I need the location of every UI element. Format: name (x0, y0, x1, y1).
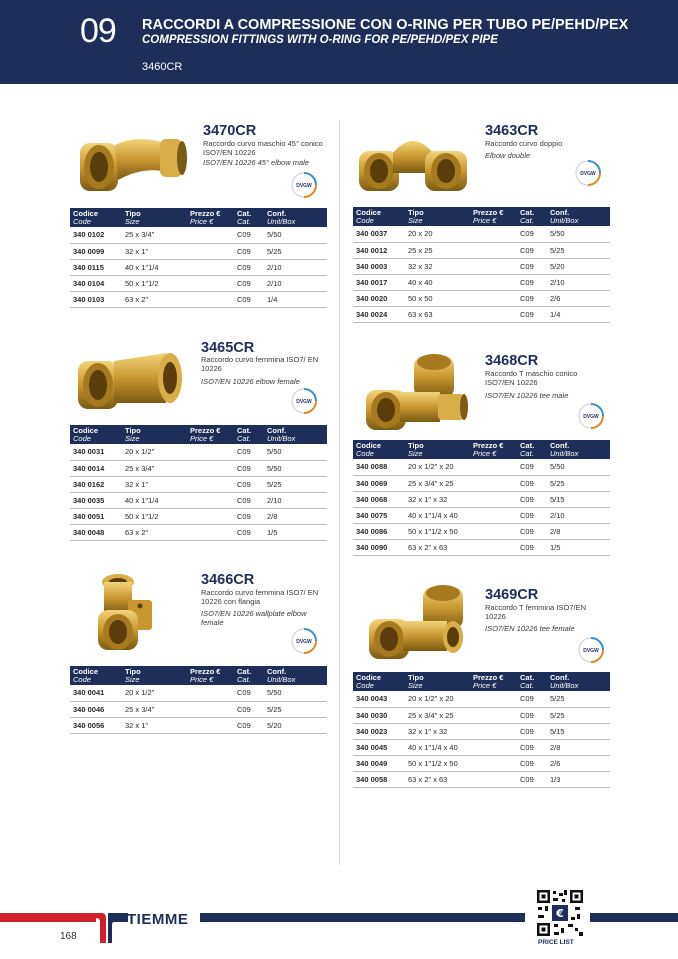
brand-logo-mark (88, 913, 128, 945)
row-conf: 2/10 (264, 275, 327, 291)
row-size: 40 x 1"1/4 (122, 492, 187, 508)
row-price (187, 492, 234, 508)
row-conf: 2/6 (547, 290, 610, 306)
row-price (470, 707, 517, 723)
table-row (70, 524, 327, 540)
elbow-female-image (70, 343, 190, 413)
row-cat: C09 (234, 259, 264, 275)
row-cat: C09 (234, 508, 264, 524)
svg-text:€: € (556, 907, 564, 920)
row-cat: C09 (517, 306, 547, 322)
row-code: 340 0020 (353, 290, 405, 306)
dvgw-badge-label: DVGW (296, 399, 312, 405)
page-header (0, 0, 678, 84)
table-row (70, 685, 327, 701)
row-code: 340 0069 (353, 475, 405, 491)
row-conf: 2/6 (547, 755, 610, 771)
row-size: 63 x 2" (122, 291, 187, 307)
row-size: 50 x 50 (405, 290, 470, 306)
product-table-3465cr (70, 425, 327, 541)
col-size: Tipo Size (122, 208, 187, 227)
col-price: Prezzo € Price € (470, 440, 517, 459)
row-size: 32 x 1" (122, 243, 187, 259)
table-row (70, 476, 327, 492)
row-cat: C09 (234, 444, 264, 460)
table-row (353, 306, 610, 322)
col-cat: Cat. Cat. (517, 440, 547, 459)
row-size: 20 x 1/2" x 20 (405, 459, 470, 475)
col-price: Prezzo € Price € (187, 425, 234, 444)
row-code: 340 0035 (70, 492, 122, 508)
product-desc-it-3463cr: Raccordo curvo doppio (485, 139, 563, 148)
product-desc-it-3465cr: Raccordo curvo femmina ISO7/ EN 10226 (201, 355, 319, 373)
product-desc-it-3468cr: Raccordo T maschio conico ISO7/EN 10226 (485, 369, 578, 387)
row-size: 20 x 1/2" x 20 (405, 691, 470, 707)
row-conf: 2/8 (264, 508, 327, 524)
row-conf: 1/4 (547, 306, 610, 322)
col-code: Codice Code (70, 666, 122, 685)
row-price (187, 701, 234, 717)
table-row (353, 226, 610, 242)
row-code: 340 0103 (70, 291, 122, 307)
section-title-it: RACCORDI A COMPRESSIONE CON O-RING PER TUBO PE/PEHD/PEX (142, 17, 629, 33)
row-conf: 2/8 (547, 523, 610, 539)
row-cat: C09 (234, 524, 264, 540)
wallplate-elbow-image (90, 570, 160, 655)
row-conf: 5/25 (264, 701, 327, 717)
row-conf: 5/50 (264, 227, 327, 243)
row-size: 50 x 1"1/2 x 50 (405, 523, 470, 539)
row-size: 20 x 1/2" (122, 685, 187, 701)
row-price (187, 444, 234, 460)
row-code: 340 0099 (70, 243, 122, 259)
row-size: 63 x 2" (122, 524, 187, 540)
row-price (470, 755, 517, 771)
row-cat: C09 (517, 707, 547, 723)
elbow-45-male-image (70, 125, 190, 195)
product-table-3470cr (70, 208, 327, 308)
row-size: 32 x 1" (122, 476, 187, 492)
table-row (70, 444, 327, 460)
col-cat: Cat. Cat. (234, 666, 264, 685)
col-price: Prezzo € Price € (470, 207, 517, 226)
chapter-number: 09 (80, 12, 116, 50)
footer-navy-band-right (590, 913, 678, 922)
table-row (70, 717, 327, 733)
row-price (187, 508, 234, 524)
table-row (353, 723, 610, 739)
product-code-3468cr: 3468CR (485, 353, 539, 369)
dvgw-badge-icon (291, 388, 317, 414)
row-conf: 5/50 (264, 460, 327, 476)
table-row (353, 491, 610, 507)
elbow-double-image (353, 127, 473, 195)
row-conf: 5/25 (264, 243, 327, 259)
row-size: 20 x 1/2" (122, 444, 187, 460)
col-price: Prezzo € Price € (470, 672, 517, 691)
col-size: Tipo Size (405, 440, 470, 459)
row-size: 32 x 1" (122, 717, 187, 733)
col-code: Codice Code (70, 425, 122, 444)
row-price (187, 227, 234, 243)
product-code-3463cr: 3463CR (485, 123, 539, 139)
product-desc-en-3469cr: ISO7/EN 10226 tee female (485, 624, 575, 633)
col-cat: Cat. Cat. (234, 425, 264, 444)
product-desc-en-3463cr: Elbow double (485, 151, 531, 160)
footer-red-band (0, 913, 96, 922)
row-cat: C09 (517, 523, 547, 539)
row-cat: C09 (517, 242, 547, 258)
row-conf: 1/5 (264, 524, 327, 540)
row-code: 340 0049 (353, 755, 405, 771)
row-size: 40 x 1"1/4 (122, 259, 187, 275)
row-price (187, 685, 234, 701)
row-code: 340 0031 (70, 444, 122, 460)
tee-male-image (360, 352, 470, 434)
row-code: 340 0046 (70, 701, 122, 717)
row-cat: C09 (517, 739, 547, 755)
row-price (470, 739, 517, 755)
dvgw-badge-label: DVGW (580, 171, 596, 177)
row-code: 340 0075 (353, 507, 405, 523)
row-cat: C09 (517, 290, 547, 306)
row-cat: C09 (234, 275, 264, 291)
row-size: 40 x 1"1/4 x 40 (405, 739, 470, 755)
table-row (70, 243, 327, 259)
row-price (470, 691, 517, 707)
product-desc-en-3470cr: ISO7/EN 10226 45° elbow male (203, 158, 309, 167)
col-conf: Conf. Unit/Box (547, 207, 610, 226)
row-code: 340 0037 (353, 226, 405, 242)
row-conf: 5/25 (547, 707, 610, 723)
product-desc-it-3469cr: Raccordo T femmina ISO7/EN 10226 (485, 603, 587, 621)
row-price (187, 460, 234, 476)
row-conf: 2/8 (547, 739, 610, 755)
row-conf: 5/50 (264, 444, 327, 460)
row-cat: C09 (234, 291, 264, 307)
row-conf: 2/10 (547, 507, 610, 523)
table-row (70, 701, 327, 717)
row-cat: C09 (517, 475, 547, 491)
row-cat: C09 (517, 539, 547, 555)
row-code: 340 0045 (353, 739, 405, 755)
product-table-3469cr (353, 672, 610, 788)
col-size: Tipo Size (405, 207, 470, 226)
table-row (353, 475, 610, 491)
row-cat: C09 (234, 460, 264, 476)
row-code: 340 0048 (70, 524, 122, 540)
row-cat: C09 (517, 459, 547, 475)
row-price (470, 475, 517, 491)
qr-code-icon[interactable] (535, 888, 585, 938)
row-conf: 5/25 (547, 691, 610, 707)
page-number: 168 (60, 931, 77, 942)
table-row (353, 507, 610, 523)
table-row (70, 259, 327, 275)
row-price (187, 291, 234, 307)
row-cat: C09 (517, 274, 547, 290)
table-row (353, 523, 610, 539)
product-code-3466cr: 3466CR (201, 572, 255, 588)
dvgw-badge-icon (578, 403, 604, 429)
row-size: 63 x 2" x 63 (405, 539, 470, 555)
row-code: 340 0088 (353, 459, 405, 475)
row-size: 25 x 25 (405, 242, 470, 258)
table-row (353, 258, 610, 274)
table-row (70, 508, 327, 524)
price-list-label: PRICE LIST (538, 939, 574, 946)
row-size: 32 x 1" x 32 (405, 723, 470, 739)
product-desc-it-3470cr: Raccordo curvo maschio 45° conico ISO7/EN 10226 (203, 139, 323, 157)
row-cat: C09 (234, 717, 264, 733)
product-code-3469cr: 3469CR (485, 587, 539, 603)
row-price (187, 275, 234, 291)
row-conf: 5/15 (547, 491, 610, 507)
row-size: 20 x 20 (405, 226, 470, 242)
product-desc-en-3468cr: ISO7/EN 10226 tee male (485, 391, 569, 400)
row-cat: C09 (517, 491, 547, 507)
table-row (70, 460, 327, 476)
col-size: Tipo Size (405, 672, 470, 691)
row-conf: 5/25 (547, 242, 610, 258)
row-price (187, 717, 234, 733)
row-conf: 1/4 (264, 291, 327, 307)
row-size: 40 x 40 (405, 274, 470, 290)
section-title-en: COMPRESSION FITTINGS WITH O-RING FOR PE/PEHD/PEX PIPE (142, 34, 498, 46)
row-price (470, 258, 517, 274)
row-code: 340 0041 (70, 685, 122, 701)
col-code: Codice Code (353, 440, 405, 459)
dvgw-badge-icon (291, 628, 317, 654)
row-code: 340 0115 (70, 259, 122, 275)
row-code: 340 0056 (70, 717, 122, 733)
row-price (470, 459, 517, 475)
row-cat: C09 (517, 771, 547, 787)
row-price (470, 226, 517, 242)
row-price (470, 771, 517, 787)
tee-female-image (363, 583, 473, 663)
col-size: Tipo Size (122, 666, 187, 685)
row-conf: 5/20 (547, 258, 610, 274)
dvgw-badge-label: DVGW (583, 414, 599, 420)
table-row (70, 492, 327, 508)
table-row (353, 459, 610, 475)
row-conf: 5/25 (264, 476, 327, 492)
row-size: 32 x 1" x 32 (405, 491, 470, 507)
col-conf: Conf. Unit/Box (264, 666, 327, 685)
col-cat: Cat. Cat. (517, 672, 547, 691)
row-cat: C09 (234, 227, 264, 243)
row-conf: 2/10 (264, 492, 327, 508)
row-cat: C09 (234, 243, 264, 259)
product-table-3463cr (353, 207, 610, 323)
table-row (353, 771, 610, 787)
row-cat: C09 (517, 691, 547, 707)
table-row (353, 290, 610, 306)
row-size: 50 x 1"1/2 (122, 508, 187, 524)
row-cat: C09 (517, 507, 547, 523)
row-code: 340 0086 (353, 523, 405, 539)
row-code: 340 0030 (353, 707, 405, 723)
row-cat: C09 (517, 723, 547, 739)
row-price (470, 290, 517, 306)
row-cat: C09 (517, 258, 547, 274)
row-size: 40 x 1"1/4 x 40 (405, 507, 470, 523)
table-row (353, 739, 610, 755)
col-size: Tipo Size (122, 425, 187, 444)
row-code: 340 0162 (70, 476, 122, 492)
dvgw-badge-label: DVGW (296, 639, 312, 645)
row-price (470, 523, 517, 539)
table-row (353, 539, 610, 555)
row-conf: 5/50 (547, 459, 610, 475)
row-code: 340 0102 (70, 227, 122, 243)
row-price (187, 243, 234, 259)
product-desc-en-3466cr: ISO7/EN 10226 wallplate elbow female (201, 609, 307, 627)
row-size: 25 x 3/4" x 25 (405, 707, 470, 723)
row-code: 340 0023 (353, 723, 405, 739)
col-cat: Cat. Cat. (234, 208, 264, 227)
row-price (187, 476, 234, 492)
row-price (470, 491, 517, 507)
row-conf: 1/5 (547, 539, 610, 555)
row-size: 25 x 3/4" (122, 227, 187, 243)
row-conf: 2/10 (547, 274, 610, 290)
row-price (470, 539, 517, 555)
row-code: 340 0068 (353, 491, 405, 507)
table-row (353, 274, 610, 290)
row-conf: 5/15 (547, 723, 610, 739)
row-code: 340 0051 (70, 508, 122, 524)
row-size: 63 x 63 (405, 306, 470, 322)
product-code-3465cr: 3465CR (201, 340, 255, 356)
table-row (70, 291, 327, 307)
row-cat: C09 (517, 755, 547, 771)
row-price (470, 242, 517, 258)
row-code: 340 0014 (70, 460, 122, 476)
row-size: 50 x 1"1/2 x 50 (405, 755, 470, 771)
row-conf: 5/20 (264, 717, 327, 733)
row-price (470, 507, 517, 523)
row-cat: C09 (234, 476, 264, 492)
col-conf: Conf. Unit/Box (264, 425, 327, 444)
row-conf: 5/25 (547, 475, 610, 491)
row-cat: C09 (234, 701, 264, 717)
row-code: 340 0104 (70, 275, 122, 291)
footer-navy-band (200, 913, 525, 922)
col-code: Codice Code (353, 207, 405, 226)
brand-name: TIEMME (127, 911, 189, 928)
section-code: 3460CR (142, 61, 183, 73)
row-size: 50 x 1"1/2 (122, 275, 187, 291)
row-price (470, 274, 517, 290)
table-row (353, 755, 610, 771)
col-price: Prezzo € Price € (187, 666, 234, 685)
product-table-3466cr (70, 666, 327, 734)
row-code: 340 0003 (353, 258, 405, 274)
col-code: Codice Code (70, 208, 122, 227)
product-desc-it-3466cr: Raccordo curvo femmina ISO7/ EN 10226 con flangia (201, 588, 319, 606)
table-row (353, 242, 610, 258)
col-price: Prezzo € Price € (187, 208, 234, 227)
row-code: 340 0043 (353, 691, 405, 707)
row-size: 32 x 32 (405, 258, 470, 274)
row-code: 340 0012 (353, 242, 405, 258)
table-row (70, 275, 327, 291)
row-cat: C09 (234, 685, 264, 701)
row-price (470, 306, 517, 322)
col-conf: Conf. Unit/Box (547, 440, 610, 459)
row-size: 25 x 3/4" (122, 701, 187, 717)
row-cat: C09 (234, 492, 264, 508)
row-conf: 5/50 (264, 685, 327, 701)
col-conf: Conf. Unit/Box (264, 208, 327, 227)
row-code: 340 0017 (353, 274, 405, 290)
dvgw-badge-label: DVGW (296, 183, 312, 189)
table-row (353, 691, 610, 707)
row-code: 340 0090 (353, 539, 405, 555)
table-row (70, 227, 327, 243)
row-conf: 5/50 (547, 226, 610, 242)
col-cat: Cat. Cat. (517, 207, 547, 226)
row-price (187, 259, 234, 275)
row-conf: 2/10 (264, 259, 327, 275)
row-code: 340 0058 (353, 771, 405, 787)
product-table-3468cr (353, 440, 610, 556)
col-conf: Conf. Unit/Box (547, 672, 610, 691)
product-desc-en-3465cr: ISO7/EN 10226 elbow female (201, 377, 300, 386)
row-conf: 1/3 (547, 771, 610, 787)
row-cat: C09 (517, 226, 547, 242)
col-code: Codice Code (353, 672, 405, 691)
dvgw-badge-icon (578, 637, 604, 663)
row-size: 25 x 3/4" (122, 460, 187, 476)
table-row (353, 707, 610, 723)
row-price (470, 723, 517, 739)
dvgw-badge-label: DVGW (583, 648, 599, 654)
column-divider (339, 120, 340, 865)
row-code: 340 0024 (353, 306, 405, 322)
row-size: 25 x 3/4" x 25 (405, 475, 470, 491)
product-code-3470cr: 3470CR (203, 123, 257, 139)
dvgw-badge-icon (291, 172, 317, 198)
row-size: 63 x 2" x 63 (405, 771, 470, 787)
row-price (187, 524, 234, 540)
dvgw-badge-icon (575, 160, 601, 186)
